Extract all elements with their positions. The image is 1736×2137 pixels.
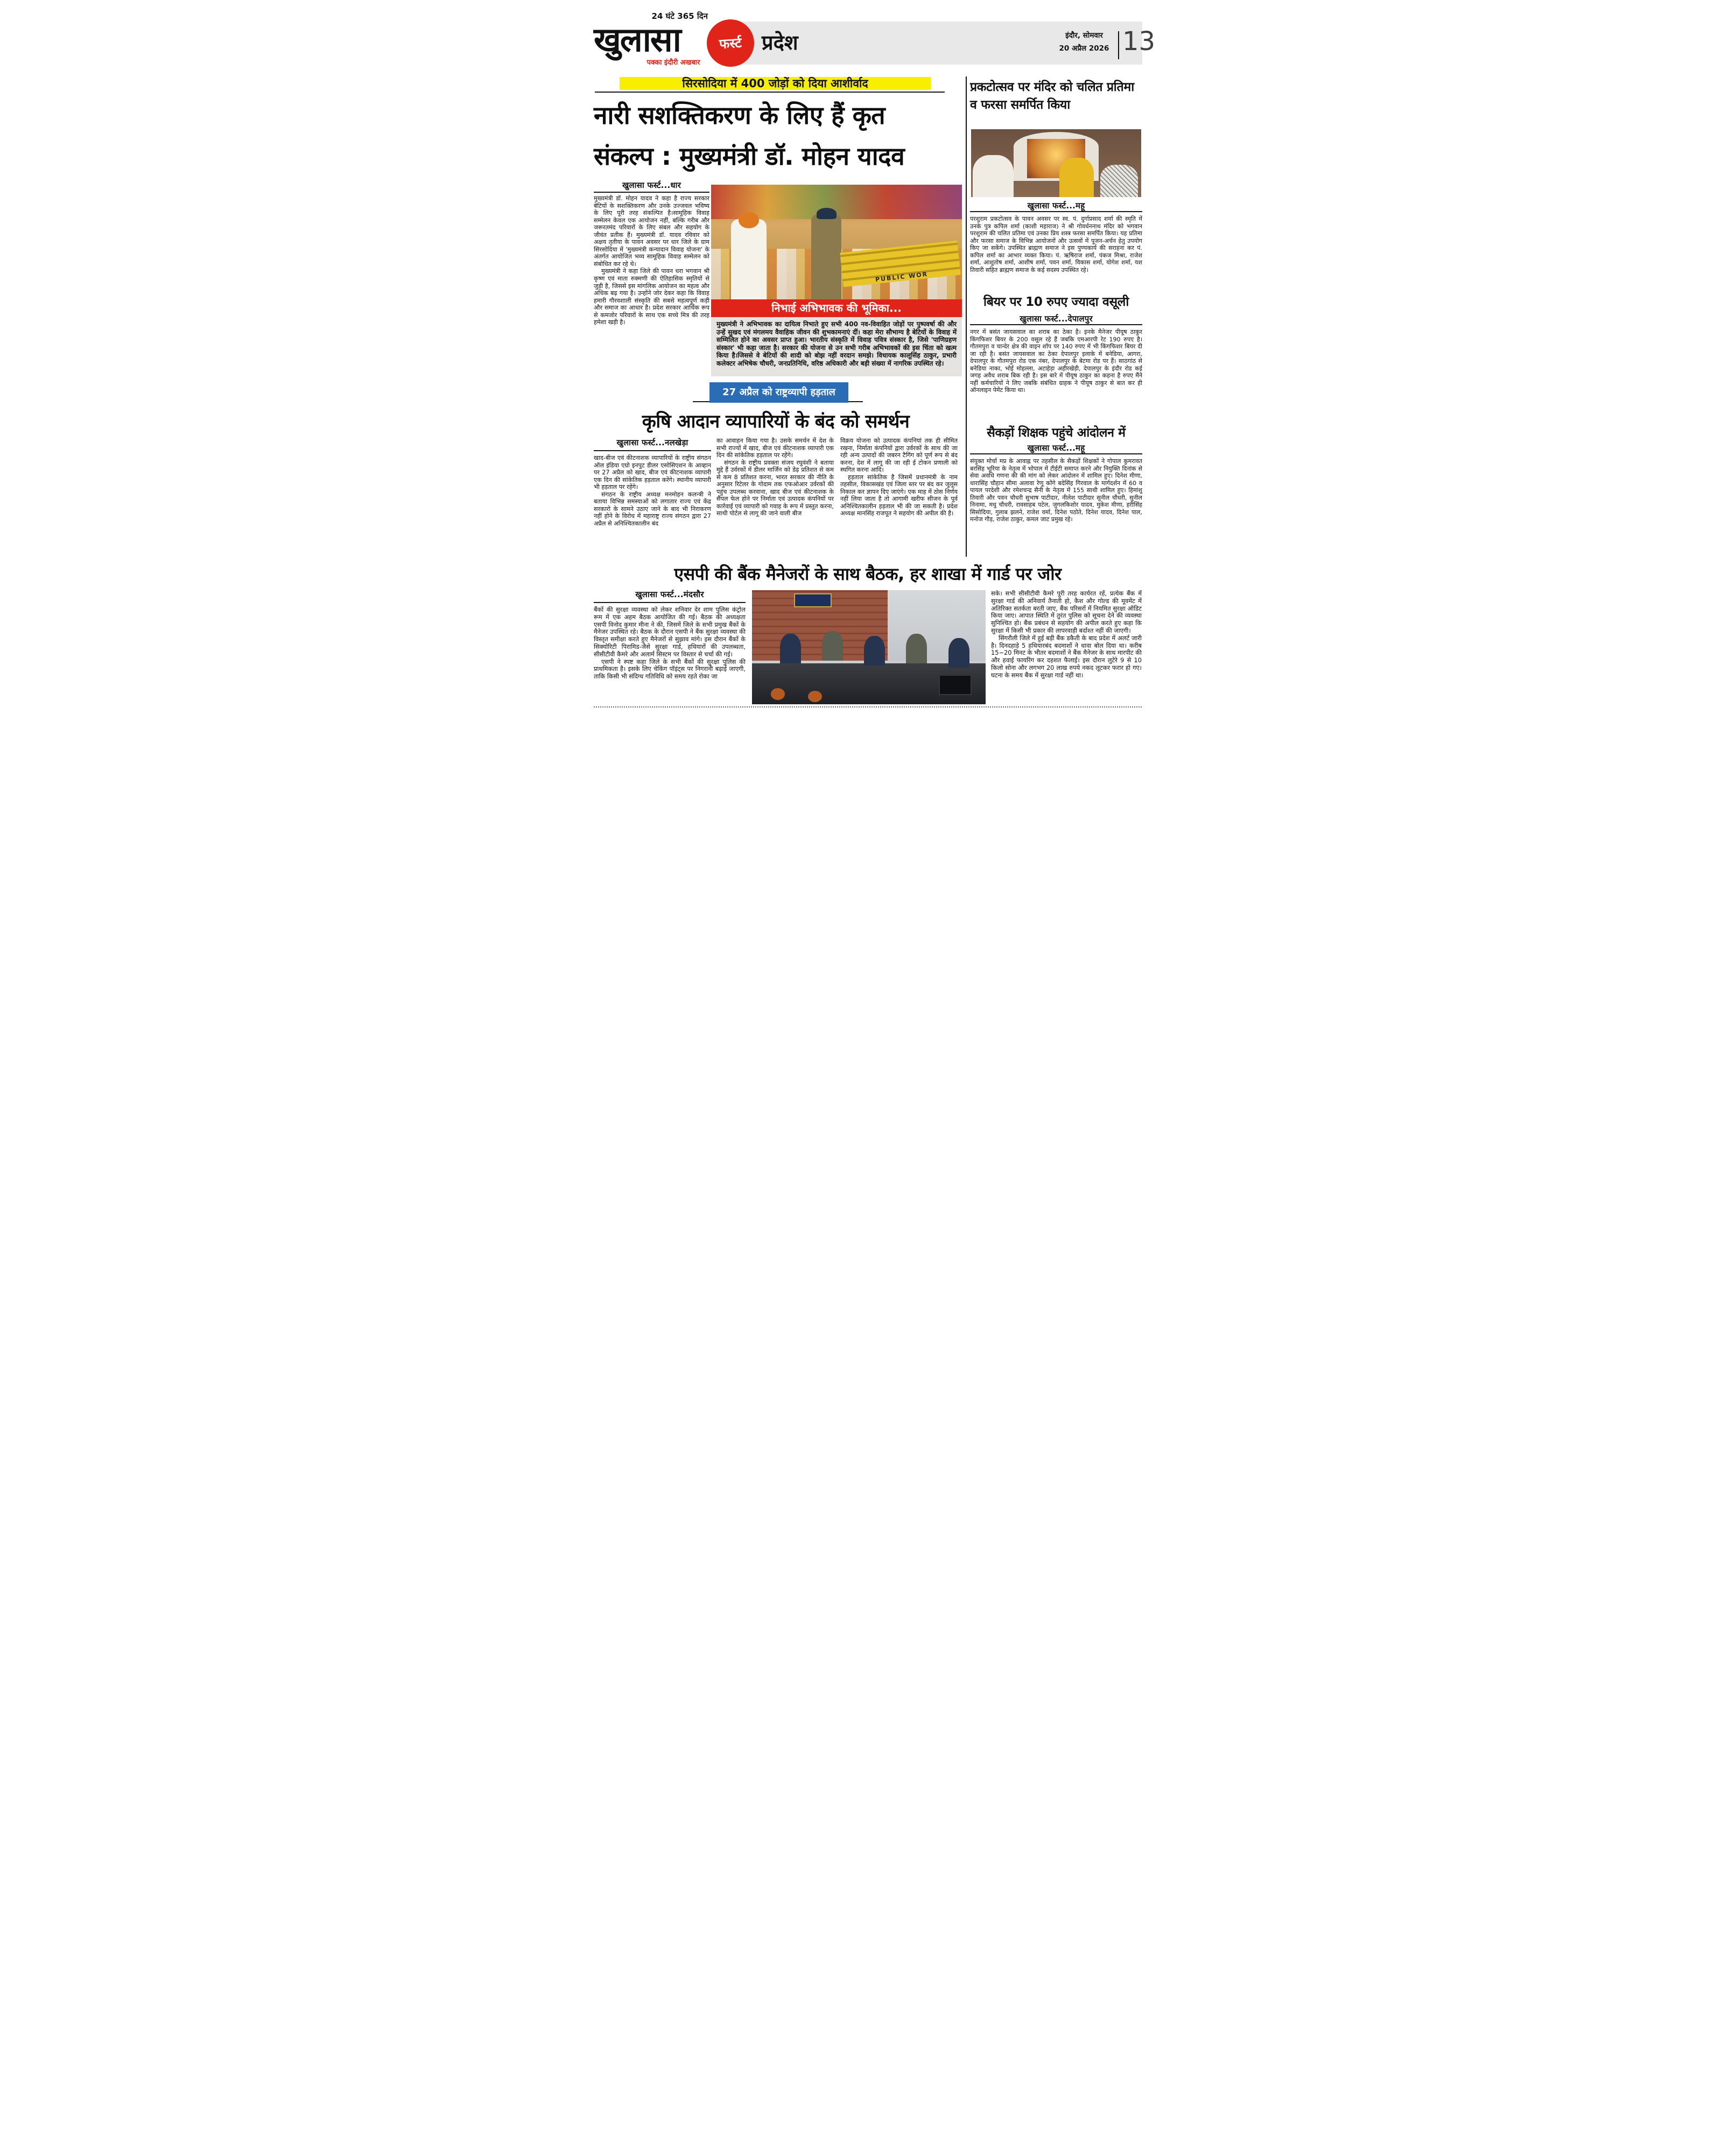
newspaper-page [579,0,1157,712]
sidebar-story3-headline: सैकड़ों शिक्षक पहुंचे आंदोलन में [987,426,1126,440]
bottom-right-p1: सके। सभी सीसीटीवी कैमरे पूरी तरह कार्यरत रहें, प्रत्येक बैंक में सुरक्षा गार्ड की अनिवार्य तैनाती हो, कैश और गोल्ड की मूवमेंट में अतिरिक्त सतर्कता बरती जाए, बैंक परिसरों में नियमित सुरक्षा ऑडिट किया जाए। आपात स्थिति में तुरंत पुलिस को सूचना देने की व्यवस्था सुनिश्चित हो। बैंक प्रबंधन से सहयोग की अपील करते हुए कहा कि सुरक्षा में किसी भी प्रकार की लापरवाही बर्दाश्त नहीं की जाएगी। [991,590,1142,634]
photo-officer-figure [948,638,969,668]
lead-photo [711,185,962,299]
photo-officer-figure [906,634,927,663]
photo-caption-title: निभाई अभिभावक की भूमिका... [711,299,962,317]
edition-date: 20 अप्रैल 2026 [1059,44,1109,53]
masthead-gray-band [740,22,1142,65]
bottom-left-column [594,606,746,704]
photo-police-banner [794,593,831,607]
photo-monitor [939,675,972,695]
sidebar-story1-byline: खुलासा फर्स्ट...महू [1027,201,1085,211]
sidebar-story2-byline: खुलासा फर्स्ट...देपालपुर [1020,314,1093,324]
sidebar-story1-photo [971,129,1141,197]
sidebar-story2-rule [970,324,1142,325]
newspaper-logo: खुलासा [594,20,680,59]
photo-chair [771,688,785,699]
photo-officer-figure [822,631,843,661]
lead-byline-rule [594,192,709,193]
strike-byline-rule [594,450,711,451]
photo-man-check-shirt [1100,165,1138,197]
strike-column-1 [594,454,711,560]
lead-kicker [620,77,931,90]
bottom-dotted-rule [594,706,1142,707]
strike-col3-p2: हड़ताल सांकेतिक है जिसमें प्रधानमंत्री के नाम तहसील, विकासखंड एवं जिला स्तर पर बंद कर जुलूस निकाल कर ज्ञापन दिए जाएंगे। एक माह में ठोस निर्णय नहीं लिया जाता है तो आगामी खरीफ सीजन के पूर्व अनिश्चितकालीन हड़ताल भी की जा सकती है। प्रदेश अध्यक्ष मानसिंह राजपूत ने सहयोग की अपील की है। [840,473,958,517]
barricade-text: PUBLIC WOR [875,270,929,283]
lead-body-p1: मुख्यमंत्री डॉ. मोहन यादव ने कहा है राज्य सरकार बेटियों के सशक्तिकरण और उनके उज्जवल भविष्य के लिए पूरी तरह संकल्पित है।सामूहिक विवाह सम्मेलन केवल एक आयोजन नहीं, बल्कि गरीब और जरूरतमंद परिवारों के लिए संबल और सहयोग के जीवंत प्रतीक हैं। मुख्यमंत्री डॉ. यादव रविवार को अक्षय तृतीया के पावन अवसर पर धार जिले के ग्राम सिरसोदिया में 'मुख्यमंत्री कन्यादान विवाह योजना' के अंतर्गत आयोजित भव्य सामूहिक विवाह सम्मेलन को संबोधित कर रहे थे। [594,195,709,268]
photo-turban [739,212,758,228]
bottom-byline-rule [594,602,746,603]
bottom-right-column [991,590,1142,688]
lead-headline-line1: नारी सशक्तिकरण के लिए हैं कृत [594,101,885,130]
photo-security-guard-figure [811,214,841,299]
lead-kicker-text: सिरसोदिया में 400 जोड़ों को दिया आशीर्वाद [682,77,868,90]
photo-officer-figure [864,636,885,665]
strike-col2-p2: संगठन के राष्ट्रीय प्रवक्ता संजय रघुवंशी ने बताया मुद्दे हैं उर्वरकों में डीलर मार्जिन को डेढ़ प्रतिशत से कम से कम 8 प्रतिशत करना, भारत सरकार की नीति के अनुसार रिटेलर के गोदाम तक एफओआर उर्वरकों की पहुंच उपलब्ध करवाना, खाद बीज एवं कीटनाशक के सैंपल फेल होने पर निर्माता एवं उत्पादक कंपनियों पर कार्रवाई एवं व्यापारी को गवाह के रूप में प्रस्तुत करना, साथी पोर्टल से लागू की जाने वाली बीज [716,459,834,517]
photo-chair [808,691,822,702]
strike-column-3 [840,437,958,560]
strike-col1-p2: संगठन के राष्ट्रीय अध्यक्ष मनमोहन कलन्त्री ने बताया विभिन्न समस्याओं को लगातार राज्य एवं केंद्र सरकारो के सामने उठाए जाने के बाद भी निराकरण नहीं होने के विरोध में महाराष्ट्र राज्य संगठन द्वारा 27 अप्रैल से अनिश्चितकालीन बंद [594,491,711,527]
lead-byline: खुलासा फर्स्ट...धार [622,180,681,190]
photo-light-wall [888,590,986,661]
strike-headline: कृषि आदान व्यापारियों के बंद को समर्थन [642,411,910,432]
section-title: प्रदेश [762,31,798,54]
sidebar-story1-body: परशुराम प्रकटोत्सव के पावन अवसर पर स्व. पं. दुर्गाप्रसाद शर्मा की स्मृति में उनके पुत्र कपिल शर्मा (काशी महाराज) ने श्री गोवर्धननाथ मंदिर को भगवान परशुराम की चलित प्रतिमा एवं उनका प्रिय शस्त्र फरसा समर्पित किया। यह प्रतिमा और फरसा समाज के विभिन्न आयोजनों और उत्सवों में पूजन-अर्चन हेतु उपयोग किए जा सकेंगे। उपस्थित ब्राह्मण समाज ने इस पुण्यकार्य की सराहना कर पं. कपिल शर्मा का आभार व्यक्त किया। पं. ऋषिराज शर्मा, पंकज मिश्रा, राजेश शर्मा, आशुतोष शर्मा, आशीष शर्मा, पवन शर्मा, विकास शर्मा, योगेश शर्मा, यश तिवारी सहित ब्राह्मण समाज के कई सदस्य उपस्थित रहे। [970,215,1142,274]
sidebar-story3-byline: खुलासा फर्स्ट...महू [1027,443,1085,453]
photo-caption-body: मुख्यमंत्री ने अभिभावक का दायित्व निभाते हुए सभी 400 नव-विवाहित जोड़ों पर पुष्पवर्षा की और उन्हें सुखद एवं मंगलमय वैवाहिक जीवन की शुभकामनाएं दीं। कहा मेरा सौभाग्य है बेटियों के विवाह में सम्मिलित होने का अवसर प्राप्त हुआ। भारतीय संस्कृति में विवाह पवित्र संस्कार है, जिसे 'पाणिग्रहण संस्कार' भी कहा जाता है। सरकार की योजना से उन सभी गरीब अभिभावकों की इस चिंता को खत्म किया है।जिससे वे बेटियों की शादी को बोझ नहीं वरदान समझे। विधायक कालूसिंह ठाकुर, प्रभारी कलेक्टर अभिषेक चौधरी, जनप्रतिनिधि, वरिष्ठ अधिकारी और बड़ी संख्या में नागरिक उपस्थित रहे। [711,317,962,376]
photo-man-yellow-kurta [1059,158,1093,197]
photo-man-white-kurta [973,155,1014,197]
page-number: 13 [1122,26,1156,57]
bottom-left-p2: एसपी ने स्पष्ट कहा जिले के सभी बैंकों की सुरक्षा पुलिस की प्राथमिकता है। इसके लिए चेकिंग पॉइंट्स पर निगरानी बढ़ाई जाएगी, ताकि किसी भी संदिग्ध गतिविधि को समय रहते रोका जा [594,657,746,681]
edition-city-day: इंदौर, सोमवार [1065,31,1103,40]
strike-col1-p1: खाद-बीज एवं कीटनाशक व्यापारियों के राष्ट्रीय संगठन ऑल इंडिया एग्रो इनपुट डीलर एसोसिएशन के आव्हान पर 27 अप्रैल को खाद, बीज एवं कीटनाशक व्यापारी एक दिन की सांकेतिक हड़ताल करेंगे। स्थानीय व्यापारी भी हड़ताल पर रहेंगे। [594,454,711,491]
header-divider [1118,31,1119,59]
sidebar-divider-rule [966,76,967,557]
sidebar-story3-rule [970,453,1142,454]
sidebar-story1-rule [970,211,1142,212]
sidebar-story2-body: नगर में बसंत जायसवाल का शराब का ठेका है। इनके मैनेजर पीयूष ठाकुर किंगफिशर बियर के 200 वसूल रहे हैं जबकि एमआरपी रेट 190 रुपए है। गौतमपुरा व चान्देर क्षेत्र की वाइन शॉप पर 140 रुपए में भी किंगफिशर बियर दी जा रही है। बसंत जायसवाल का ठेका देपालपुर इलाके में बनेडिया, आगरा, देपालपुर के गौतमपुरा रोड एक नंबर, देपालपुर के बेटमा रोड पर हैं। साठगांठ से बनेडिया नाका, भोई मोहल्ला, अटाहेड़ा अहीरखेड़ी, देपालपुर के इंदौर रोड कई जगह अवैध शराब बिक रही है। इस बारे में पीयूष ठाकुर का कहना है रुपए मैंने नहीं कर्मचारियों ने लिए जबकि संबंधित ग्राहक ने पीयूष ठाकुर से बात कर ही ऑनलाइन पेमेंट किया था। [970,328,1142,394]
photo-guard-cap [817,208,837,219]
logo-slogan: पक्का इंदौरी अखबार [646,59,700,67]
strike-col3-p1: विक्रय योजना को उत्पादक कंपनियां तक ही सीमित रखना, निर्माता कंपनियों द्वारा उर्वरकों के साथ की जा रही अन्य उत्पादों की जबरन टैगिंग को पूर्ण रूप से बंद करना, देश में लागू की जा रही ई टोकन प्रणाली को स्थगित करना आदि। [840,437,958,474]
sidebar-story1-headline: प्रकटोत्सव पर मंदिर को चलित प्रतिमा व फरसा समर्पित किया [970,80,1134,112]
logo-badge-circle [707,19,754,67]
kicker-underline [595,92,945,93]
masthead-tagline: 24 घंटे 365 दिन [651,11,708,21]
photo-cm-figure [731,219,766,299]
sidebar-story3-body: संयुक्त मोर्चा मप्र के आवाह्न पर तहसील के सैकड़ों शिक्षकों ने गोपाल कुमरावत बरसिंह भूरिया के नेतृत्व में भोपाल में टीईटी समाप्त करने और नियुक्ति दिनांक से सेवा अवधि गणना की की मांग को लेकर आंदोलन में शामिल हुए। दिनेश मीणा, धारासिंह चौहान सीमा अलावा रेणू कोंगे बदेसिंह गिरवाल के मार्गदर्शन में 60 व पायल परदेशी और रमेशचन्द्र सैनी के नेतृत्व में 155 साथी शामिल हुए। हिमांशु तिवारी और पवन चौधरी सुभाष पाटीदार, नीलेश पाटीदार सुनील चौधरी, सुनील निनामा, मधु चौधरी, रावसाहब पटेल, जुगलकिशोर यादव, मुकेश मीणा, हरीसिंह सिसोदिया, गुलाब झलने, राजेश वर्मा, दिनेश पठोते, दिनेश यादव, दिनेश पाल, मनोज गौड़, राजेश ठाकुर, कमल जाट प्रमुख रहे। [970,458,1142,523]
strike-col2-p1: का आवाहन किया गया है। उसके समर्थन में देश के सभी राज्यों में खाद, बीज एवं कीटनाशक व्यापारी एक दिन की सांकेतिक हड़ताल पर रहेंगे। [716,437,834,459]
lead-headline-line2: संकल्प : मुख्यमंत्री डॉ. मोहन यादव [594,142,905,171]
strike-flag-banner: 27 अप्रैल को राष्ट्रव्यापी हड़ताल [709,382,848,403]
bottom-right-p2: सिंगरौली जिले में हुई बड़ी बैंक डकैती के बाद प्रदेश में अलर्ट जारी है। दिनदहाड़े 5 हथियारबंद बदमाशों ने धावा बोल दिया था। करीब 15−20 मिनट के भीतर बदमाशों ने बैंक मैनेजर के साथ मारपीट की और हवाई फायरिंग कर दहशत फैलाई। इस दौरान लुटेरे 9 से 10 किलो सोना और लगभग 20 लाख रुपये नकद लूटकर फरार हो गए। घटना के समय बैंक में सुरक्षा गार्ड नहीं था। [991,634,1142,679]
bottom-meeting-photo [752,590,986,704]
bottom-byline: खुलासा फर्स्ट...मंदसौर [635,590,704,599]
strike-byline: खुलासा फर्स्ट...नलखेड़ा [616,438,688,447]
lead-body-p2: मुख्यमंत्री ने कहा जिले की पावन धरा भगवान श्री कृष्ण एवं माता रुक्मणी की ऐतिहासिक स्मृतियों से जुड़ी है, जिससे इस मांगलिक आयोजन का महत्व और अधिक बढ़ गया है। उन्होंने जोर देकर कहा कि विवाह हमारी गौरवशाली संस्कृति की सबसे महत्वपूर्ण कड़ी और समाज का आधार है। प्रदेश सरकार आर्थिक रूप से कमजोर परिवारों के साथ एक सच्चे मित्र की तरह हमेशा खड़ी है। [594,268,709,326]
lead-body [594,195,709,377]
bottom-headline: एसपी की बैंक मैनेजरों के साथ बैठक, हर शाखा में गार्ड पर जोर [674,564,1062,584]
photo-officer-figure [780,634,801,663]
logo-badge-text: फर्स्ट [719,34,742,52]
strike-column-2 [716,437,834,560]
bottom-left-p1: बैंकों की सुरक्षा व्यवस्था को लेकर शनिवार देर शाम पुलिस कंट्रोल रूम में एक अहम बैठक आयोजित की गई। बैठक की अध्यक्षता एसपी विनोद कुमार मीना ने की, जिसमें जिले के सभी प्रमुख बैंकों के मैनेजर उपस्थित रहे। बैठक के दौरान एसपी ने बैंक सुरक्षा व्यवस्था की विस्तृत समीक्षा करते हुए मैनेजरों से सुझाव मांगे। इस दौरान बैंकों के सिक्योरिटी पिरामिड-जैसे सुरक्षा गार्ड, हथियारों की उपलब्धता, सीसीटीवी कैमरे और अलार्म सिस्टम पर विस्तार से चर्चा की गई। [594,606,746,658]
sidebar-story2-headline: बियर पर 10 रुपए ज्यादा वसूली [983,295,1129,309]
